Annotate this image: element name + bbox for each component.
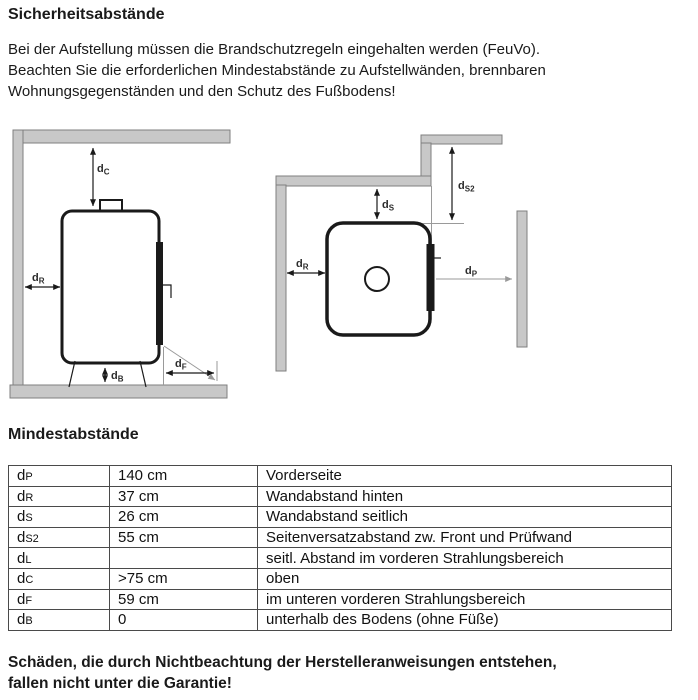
distance-description: seitl. Abstand im vorderen Strahlungsbereich bbox=[258, 548, 672, 569]
distance-description: Seitenversatzabstand zw. Front und Prüfwand bbox=[258, 527, 672, 548]
df-diagonal-line bbox=[164, 346, 215, 380]
ceiling bbox=[13, 130, 230, 143]
min-distances-table bbox=[8, 465, 672, 631]
wall-step bbox=[421, 143, 431, 177]
distance-description: oben bbox=[258, 568, 672, 589]
distance-description: Wandabstand hinten bbox=[258, 486, 672, 507]
dc-label: $d_C$ bbox=[97, 163, 110, 177]
distance-value: 37 cm bbox=[110, 486, 258, 507]
min-distances-heading: Mindestabstände bbox=[8, 426, 139, 443]
distance-symbol: dR bbox=[9, 486, 110, 507]
side-wall bbox=[276, 176, 431, 186]
distance-value bbox=[110, 548, 258, 569]
warranty-warning bbox=[8, 652, 688, 694]
upper-offset-wall bbox=[421, 135, 502, 144]
distance-symbol: dP bbox=[9, 466, 110, 487]
table-row bbox=[9, 589, 672, 610]
intro-line: Wohnungsgegenständen und den Schutz des Fußbodens! bbox=[8, 83, 396, 100]
distance-symbol: dL bbox=[9, 548, 110, 569]
stove-leg bbox=[140, 361, 146, 387]
rear-wall-top bbox=[276, 185, 286, 371]
test-wall bbox=[517, 211, 527, 347]
floor bbox=[10, 385, 227, 398]
door-handle bbox=[163, 285, 171, 298]
table-row bbox=[9, 568, 672, 589]
distance-value: >75 cm bbox=[110, 568, 258, 589]
db-label: $d_B$ bbox=[111, 370, 124, 384]
distance-description: Wandabstand seitlich bbox=[258, 507, 672, 528]
warning-line: Schäden, die durch Nichtbeachtung der Herstelleranweisungen entstehen, bbox=[8, 654, 557, 671]
ds2-label: $d_{S2}$ bbox=[458, 180, 475, 194]
distance-symbol: dF bbox=[9, 589, 110, 610]
table-row bbox=[9, 507, 672, 528]
side-view-diagram bbox=[10, 130, 230, 398]
table-row bbox=[9, 527, 672, 548]
intro-line: Bei der Aufstellung müssen die Brandschutzregeln eingehalten werden (FeuVo). bbox=[8, 41, 540, 58]
distance-description: Vorderseite bbox=[258, 466, 672, 487]
ds-label: $d_S$ bbox=[382, 199, 395, 213]
distance-value: 140 cm bbox=[110, 466, 258, 487]
distance-description: unterhalb des Bodens (ohne Füße) bbox=[258, 610, 672, 631]
stove-door-side bbox=[156, 242, 163, 345]
distance-value: 0 bbox=[110, 610, 258, 631]
dr-label: $d_R$ bbox=[32, 272, 45, 286]
warning-line: fallen nicht unter die Garantie! bbox=[8, 675, 232, 692]
table-row bbox=[9, 548, 672, 569]
flue-circle bbox=[365, 267, 389, 291]
distance-value: 59 cm bbox=[110, 589, 258, 610]
table-row bbox=[9, 486, 672, 507]
distance-value: 55 cm bbox=[110, 527, 258, 548]
dp-label: $d_P$ bbox=[465, 265, 478, 279]
dr-top-label: $d_R$ bbox=[296, 258, 309, 272]
intro-line: Beachten Sie die erforderlichen Mindestabstände zu Aufstellwänden, brennbaren bbox=[8, 62, 546, 79]
stove-door-top bbox=[427, 244, 435, 311]
stove-body-side bbox=[62, 211, 159, 363]
distance-value: 26 cm bbox=[110, 507, 258, 528]
page-title: Sicherheitsabstände bbox=[8, 6, 165, 23]
distance-symbol: dB bbox=[9, 610, 110, 631]
distance-symbol: dC bbox=[9, 568, 110, 589]
table-row bbox=[9, 466, 672, 487]
distance-description: im unteren vorderen Strahlungsbereich bbox=[258, 589, 672, 610]
df-label: $d_F$ bbox=[175, 358, 187, 372]
table-row bbox=[9, 610, 672, 631]
distance-symbol: dS2 bbox=[9, 527, 110, 548]
top-view-diagram bbox=[276, 135, 527, 371]
stove-leg bbox=[69, 361, 75, 387]
rear-wall bbox=[13, 130, 23, 385]
distance-symbol: dS bbox=[9, 507, 110, 528]
